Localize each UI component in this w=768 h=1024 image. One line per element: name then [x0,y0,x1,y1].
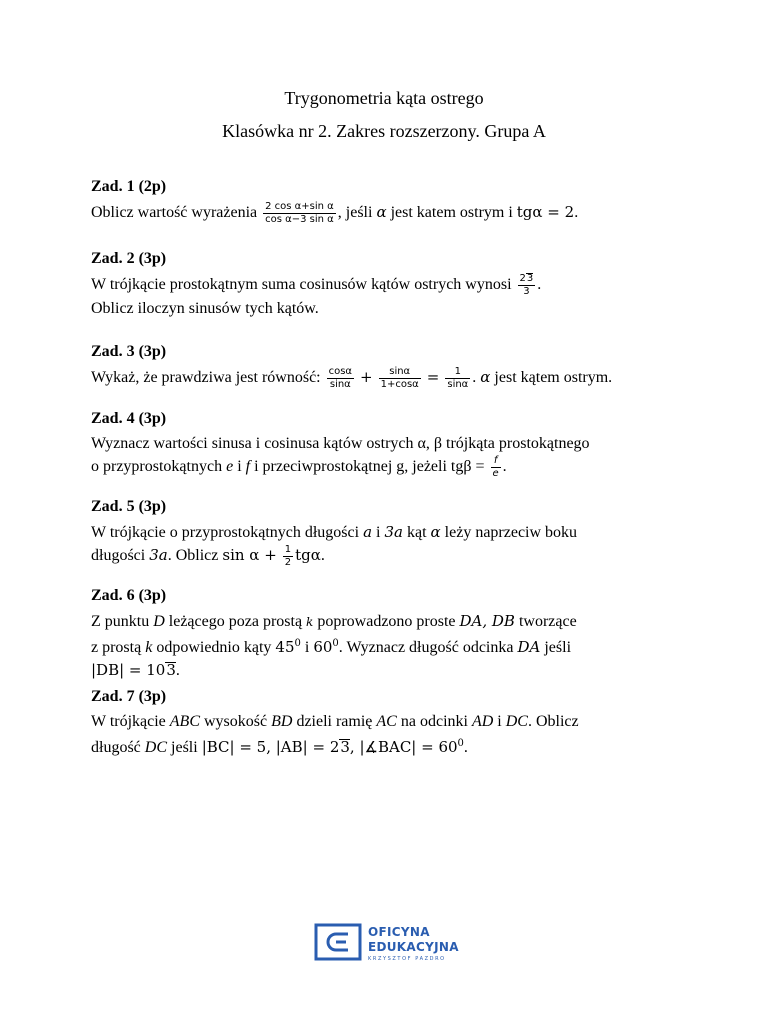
task-1 [91,176,691,226]
task-text: W trójkącie ABC wysokość BD dzieli ramię AC na odcinki AD i DC. Oblicz [91,713,579,730]
publisher-logo-icon [314,922,362,962]
task-text: Wyznacz wartości sinusa i cosinusa kątów ostrych α, β trójkąta prostokątnego [91,435,590,452]
task-header: Zad. 2 (3p) [91,250,167,267]
task-3 [91,341,691,391]
task-4 [91,408,691,480]
task-text: długość DC jeśli |BC| = 5, |AB| = 23, |∡BAC| = $60^0$. [91,738,468,756]
task-6 [91,585,691,682]
task-header: Zad. 5 (3p) [91,498,167,515]
publisher-logo [314,922,464,966]
task-text: Z punktu D leżącego poza prostą k poprowadzono proste DA, DB tworzące [91,612,577,630]
fraction: $\frac{1}{\sin\alpha}$ [447,366,469,390]
publisher-subtitle: KRZYSZTOF PAZDRO [368,956,446,962]
fraction: $\frac{23}{3}$ [519,273,534,297]
task-header: Zad. 4 (3p) [91,410,167,427]
task-text: |DB| = 103. [91,661,180,679]
task-text: o przyprostokątnych e i f i przeciwprostokątnej g, jeżeli tgβ = $\frac{f}{e}$ . [91,455,507,479]
task-text: Wykaż, że prawdziwa jest równość: $\frac{\cos\alpha}{\sin\alpha}$ + $\frac{\sin\alpha}{1+\cos\alpha}$ = $\frac{1}{\sin\alpha}$ . α jest kątem ostrym. [91,366,613,390]
page-subtitle: Klasówka nr 2. Zakres rozszerzony. Grupa A [222,121,546,141]
fraction: $\frac{1}{2}$ [284,544,292,568]
publisher-name: OFICYNA EDUKACYJNA [368,925,459,954]
fraction: $\frac{f}{e}$ [492,455,499,479]
fraction: $\frac{\sin\alpha}{1+\cos\alpha}$ [380,366,419,390]
page-title: Trygonometria kąta ostrego [284,88,484,108]
task-text: z prostą k odpowiednio kąty $45^0$ i $60^0$. Wyznacz długość odcinka DA jeśli [91,638,572,656]
fraction: $\frac{\text{2 cos α+sin α}}{\text{cos α−3 sin α}}$ [265,201,334,225]
task-7 [91,686,691,759]
task-header: Zad. 7 (3p) [91,688,167,705]
task-text: W trójkącie prostokątnym suma cosinusów kątów ostrych wynosi $\frac{23}{3}$ . [91,273,542,297]
task-header: Zad. 6 (3p) [91,587,167,604]
task-5 [91,496,691,569]
task-text: Oblicz iloczyn sinusów tych kątów. [91,300,319,317]
task-2 [91,248,691,320]
task-text: W trójkącie o przyprostokątnych długości a i 3a kąt α leży naprzeciw boku [91,523,578,541]
task-text: Oblicz wartość wyrażenia $\frac{\text{2 cos α+sin α}}{\text{cos α−3 sin α}}$ , jeśli α jest katem ostrym i tgα = 2. [91,201,579,225]
task-header: Zad. 3 (3p) [91,343,167,360]
task-text: długości 3a. Oblicz sin α + $\frac{1}{2}$ tgα. [91,544,325,568]
task-header: Zad. 1 (2p) [91,178,167,195]
fraction: $\frac{\cos\alpha}{\sin\alpha}$ [328,366,353,390]
